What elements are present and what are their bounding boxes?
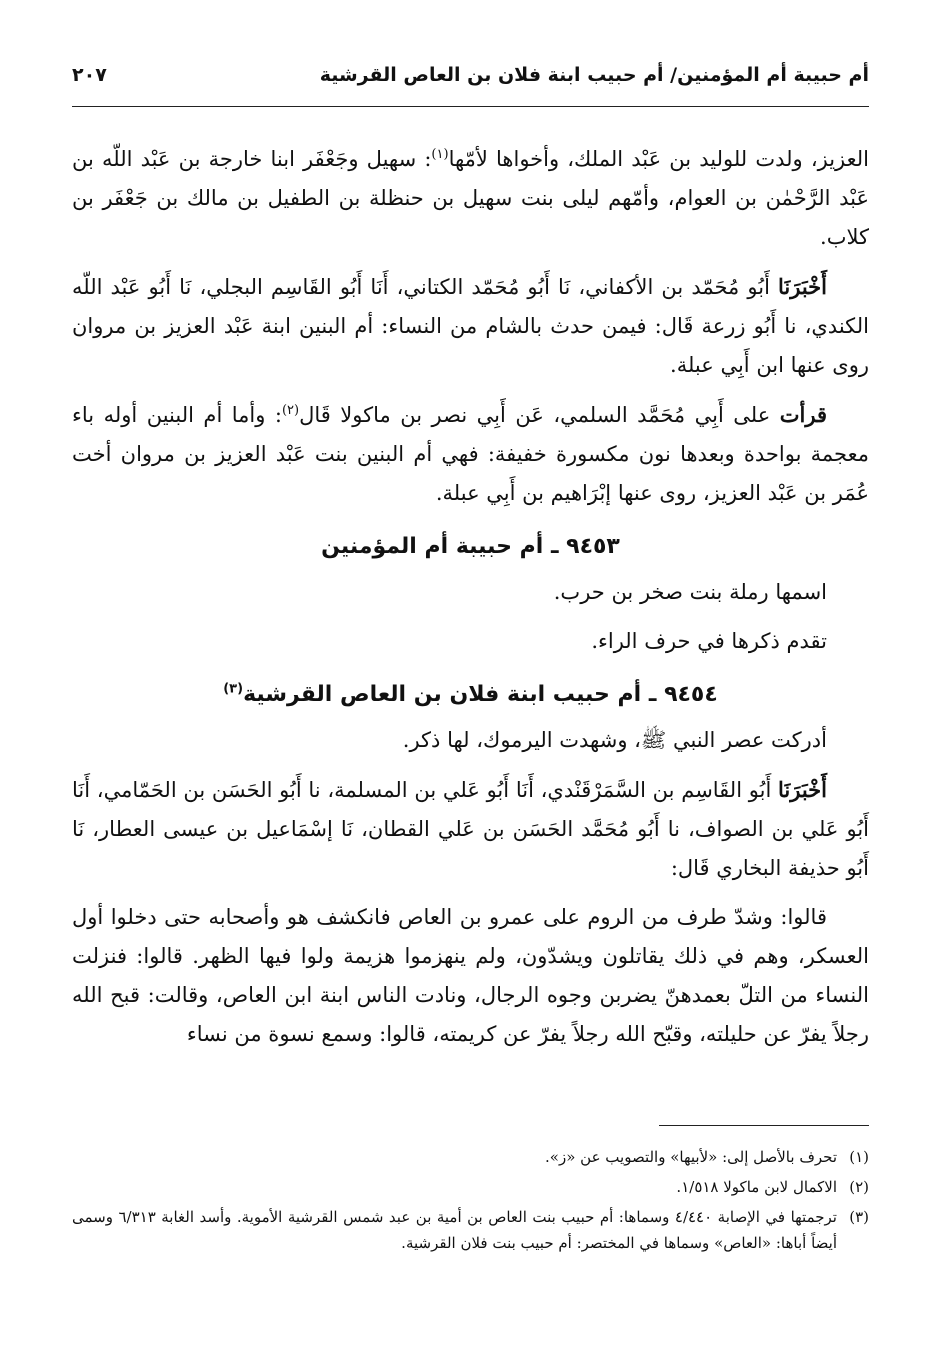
entry-heading-9454: ٩٤٥٤ ـ أم حبيب ابنة فلان بن العاص القرشية$^{(٣)}$: [223, 681, 718, 707]
footnote-ref-3: (٣): [223, 681, 244, 697]
footnote-2: [72, 1174, 869, 1200]
footnote-text: الاكمال لابن ماكولا ١/٥١٨.: [676, 1178, 837, 1196]
paragraph-4: أَخْبَرَنَا أَبُو القَاسِم بن السَّمَرْقَنْدي، أَنَا أَبُو عَلي بن المسلمة، نا أَبُو الحَسَن بن الحَمّامي، أَنَا أَبُو عَلي بن الصواف، نا أَبُو مُحَمَّد الحَسَن بن عَلي القطان، نَا إسْمَاعيل بن عيسى العطار، نَا أَبُو حذيفة البخاري قَال:: [72, 777, 869, 880]
footnote-number: (٣): [849, 1208, 869, 1226]
entry-9453-line-2: تقدم ذكرها في حرف الراء.: [591, 629, 827, 653]
entry-9453-line-1: اسمها رملة بنت صخر بن حرب.: [553, 580, 827, 604]
footnote-number: (٢): [849, 1178, 869, 1196]
paragraph-2: أَخْبَرَنَا أَبُو مُحَمّد بن الأكفاني، نَا أَبُو مُحَمّد الكتاني، أَنَا أَبُو القَاسِم البجلي، نَا أَبُو عَبْد اللّه الكندي، نا أَبُو زرعة قَال: فيمن حدث بالشام من النساء: أم البنين ابنة عَبْد العزيز بن مروان روى عنها ابن أَبِي عبلة.: [72, 274, 869, 377]
entry-heading-9453: ٩٤٥٣ ـ أم حبيبة أم المؤمنين: [321, 534, 620, 559]
entry-9454-line-1: أدركت عصر النبي ﷺ، وشهدت اليرموك، لها ذكر.: [402, 728, 827, 752]
footnote-ref-2: (٢): [281, 403, 300, 418]
footnotes: [72, 1140, 869, 1256]
footnote-text: ترجمتها في الإصابة ٤/٤٤٠ وسماها: أم حبيب بنت العاص بن أمية بن عبد شمس القرشية الأموية. وأسد الغابة ٦/٣١٣ وسمى أيضاً أباها: «العاص» وسماها في المختصر: أم حبيب بنت فلان القرشية.: [72, 1208, 837, 1252]
footnote-text: تحرف بالأصل إلى: «لأبيها» والتصويب عن «ز».: [545, 1148, 837, 1166]
page-number: ٢٠٧: [72, 64, 107, 86]
running-header: [72, 64, 869, 100]
footnote-number: (١): [849, 1148, 869, 1166]
isnad-lead: أَخْبَرَنَا: [778, 274, 827, 299]
footnote-1: [72, 1144, 869, 1170]
isnad-lead: قرأت: [779, 402, 827, 427]
main-text: [72, 140, 869, 1054]
header-title: أم حبيبة أم المؤمنين/ أم حبيب ابنة فلان بن العاص القرشية: [319, 64, 869, 86]
footnote-3: [72, 1204, 869, 1256]
paragraph-1: العزيز، ولدت للوليد بن عَبْد الملك، وأخواها لأمّها$^{(١)}$: سهيل وجَعْفَر ابنا خارجة بن عَبْد اللّه بن عَبْد الرَّحْمٰن بن العوام، وأمّهم ليلى بنت سهيل بن حنظلة بن الطفيل بن مالك بن جَعْفَر بن كلاب.: [72, 147, 869, 249]
footnote-ref-1: (١): [431, 147, 449, 162]
paragraph-5: قالوا: وشدّ طرف من الروم على عمرو بن العاص فانكشف هو وأصحابه حتى دخلوا أول العسكر، وهم في ذلك يقاتلون ويشدّون، ولم ينهزموا هزيمة ولوا فيها الظهر. قالوا: فنزلت النساء من التلّ بعمدهنّ يضربن وجوه الرجال، ونادت الناس ابنة ابن العاص، وقالت: قبح الله رجلاً يفرّ عن حليلته، وقبّح الله رجلاً يفرّ عن كريمته، قالوا: وسمع نسوة من نساء: [72, 905, 869, 1046]
isnad-lead: أَخْبَرَنَا: [778, 777, 827, 802]
header-rule: [72, 106, 869, 107]
paragraph-3: قرأت على أَبِي مُحَمَّد السلمي، عَن أَبِي نصر بن ماكولا قَال$^{(٢)}$: وأما أم البنين أوله باء معجمة بواحدة وبعدها نون مكسورة خفيفة: فهي أم البنين بنت عَبْد العزيز بن مروان أخت عُمَر بن عَبْد العزيز، روى عنها إبْرَاهيم بن أَبِي عبلة.: [72, 402, 869, 505]
footnote-rule: [659, 1125, 869, 1126]
